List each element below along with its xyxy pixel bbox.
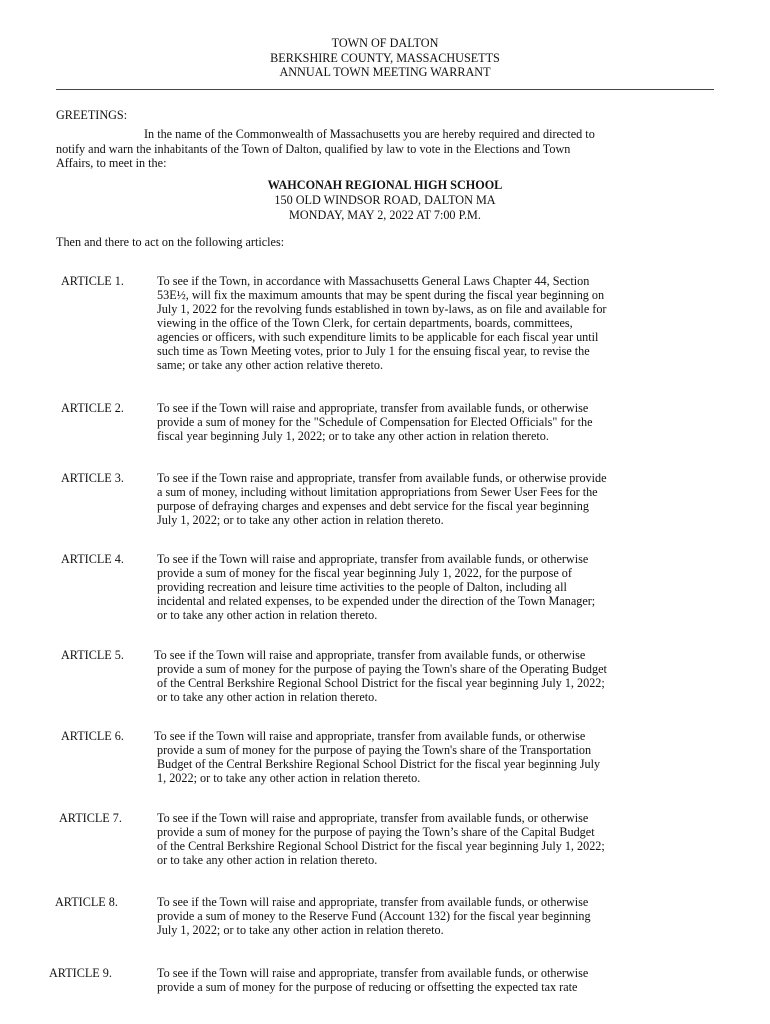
article-text: [157, 552, 717, 622]
article-line: To see if the Town will raise and appropriate, transfer from available funds, or otherwise: [157, 811, 589, 825]
article-text: [154, 648, 714, 704]
article-text: [154, 729, 714, 785]
article-line: providing recreation and leisure time activities to the people of Dalton, including all: [157, 580, 567, 594]
header-town: TOWN OF DALTON: [331, 36, 439, 50]
article-line: To see if the Town will raise and appropriate, transfer from available funds, or otherwise: [157, 552, 589, 566]
article-line: To see if the Town raise and appropriate, transfer from available funds, or otherwise provide: [157, 471, 607, 485]
article-line: purpose of defraying charges and expenses and debt service for the fiscal year beginning: [157, 499, 589, 513]
document-header: [0, 36, 770, 80]
article-text: [157, 811, 717, 867]
article-line: provide a sum of money for the purpose of paying the Town’s share of the Capital Budget: [157, 825, 595, 839]
article-line: July 1, 2022; or to take any other action in relation thereto.: [157, 513, 444, 527]
article-line: provide a sum of money to the Reserve Fund (Account 132) for the fiscal year beginning: [157, 909, 591, 923]
intro-line: In the name of the Commonwealth of Massachusetts you are hereby required and directed to: [144, 127, 595, 141]
intro-line: notify and warn the inhabitants of the Town of Dalton, qualified by law to vote in the Elections and Town: [56, 141, 571, 156]
article-line: of the Central Berkshire Regional School District for the fiscal year beginning July 1, 2022;: [157, 676, 605, 690]
article-label: ARTICLE 1.: [61, 274, 124, 288]
venue-address: 150 OLD WINDSOR ROAD, DALTON MA: [274, 192, 496, 207]
article-line: July 1, 2022; or to take any other action in relation thereto.: [157, 923, 444, 937]
article-label: ARTICLE 2.: [61, 401, 124, 415]
article-label: ARTICLE 7.: [59, 811, 122, 825]
article-label: ARTICLE 3.: [61, 471, 124, 485]
article-line: or to take any other action in relation thereto.: [157, 853, 378, 867]
article-line: such time as Town Meeting votes, prior to July 1 for the ensuing fiscal year, to revise the: [157, 344, 590, 358]
article-line: fiscal year beginning July 1, 2022; or to take any other action in relation thereto.: [157, 429, 549, 443]
article-line: To see if the Town will raise and appropriate, transfer from available funds, or otherwise: [154, 729, 586, 743]
article-label: ARTICLE 4.: [61, 552, 124, 566]
meeting-location: [0, 178, 770, 222]
header-title: ANNUAL TOWN MEETING WARRANT: [279, 65, 491, 79]
venue-name: WAHCONAH REGIONAL HIGH SCHOOL: [267, 178, 503, 192]
meeting-datetime: MONDAY, MAY 2, 2022 AT 7:00 P.M.: [289, 207, 481, 222]
article-label: ARTICLE 8.: [55, 895, 118, 909]
article-line: To see if the Town, in accordance with Massachusetts General Laws Chapter 44, Section: [157, 274, 590, 288]
article-text: [157, 471, 717, 527]
article-text: [157, 966, 717, 994]
article-line: To see if the Town will raise and appropriate, transfer from available funds, or otherwise: [157, 401, 589, 415]
article-line: provide a sum of money for the "Schedule of Compensation for Elected Officials" for the: [157, 415, 593, 429]
article-line: To see if the Town will raise and appropriate, transfer from available funds, or otherwise: [157, 966, 589, 980]
intro-line: Affairs, to meet in the:: [56, 156, 167, 171]
article-label: ARTICLE 6.: [61, 729, 124, 743]
article-line: a sum of money, including without limitation appropriations from Sewer User Fees for the: [157, 485, 598, 499]
article-line: same; or take any other action relative thereto.: [157, 358, 384, 372]
article-line: agencies or officers, with such expenditure limits to be applicable for each fiscal year until: [157, 330, 599, 344]
header-divider: [56, 89, 714, 90]
article-text: [157, 401, 717, 443]
article-line: incidental and related expenses, to be expended under the direction of the Town Manager;: [157, 594, 596, 608]
article-line: provide a sum of money for the fiscal year beginning July 1, 2022, for the purpose of: [157, 566, 572, 580]
greeting: GREETINGS:: [56, 108, 128, 122]
article-line: Budget of the Central Berkshire Regional School District for the fiscal year beginning July: [157, 757, 601, 771]
header-county: BERKSHIRE COUNTY, MASSACHUSETTS: [270, 50, 500, 65]
article-line: To see if the Town will raise and appropriate, transfer from available funds, or otherwise: [154, 648, 586, 662]
article-label: ARTICLE 9.: [49, 966, 112, 980]
article-line: provide a sum of money for the purpose of paying the Town's share of the Operating Budget: [157, 662, 607, 676]
article-line: 53E½, will fix the maximum amounts that may be spent during the fiscal year beginning on: [157, 288, 605, 302]
intro-paragraph: [56, 127, 716, 171]
article-line: provide a sum of money for the purpose of reducing or offsetting the expected tax rate: [157, 980, 578, 994]
article-line: 1, 2022; or to take any other action in relation thereto.: [157, 771, 421, 785]
articles-intro: Then and there to act on the following articles:: [56, 235, 285, 249]
article-line: provide a sum of money for the purpose of paying the Town's share of the Transportation: [157, 743, 592, 757]
article-line: or to take any other action in relation thereto.: [157, 608, 378, 622]
article-text: [157, 274, 717, 372]
article-label: ARTICLE 5.: [61, 648, 124, 662]
article-line: viewing in the office of the Town Clerk, for certain departments, boards, committees,: [157, 316, 573, 330]
article-line: To see if the Town will raise and appropriate, transfer from available funds, or otherwise: [157, 895, 589, 909]
article-text: [157, 895, 717, 937]
article-line: or to take any other action in relation thereto.: [157, 690, 378, 704]
article-line: July 1, 2022 for the revolving funds established in town by-laws, as on file and available for: [157, 302, 607, 316]
article-line: of the Central Berkshire Regional School District for the fiscal year beginning July 1, 2022;: [157, 839, 605, 853]
